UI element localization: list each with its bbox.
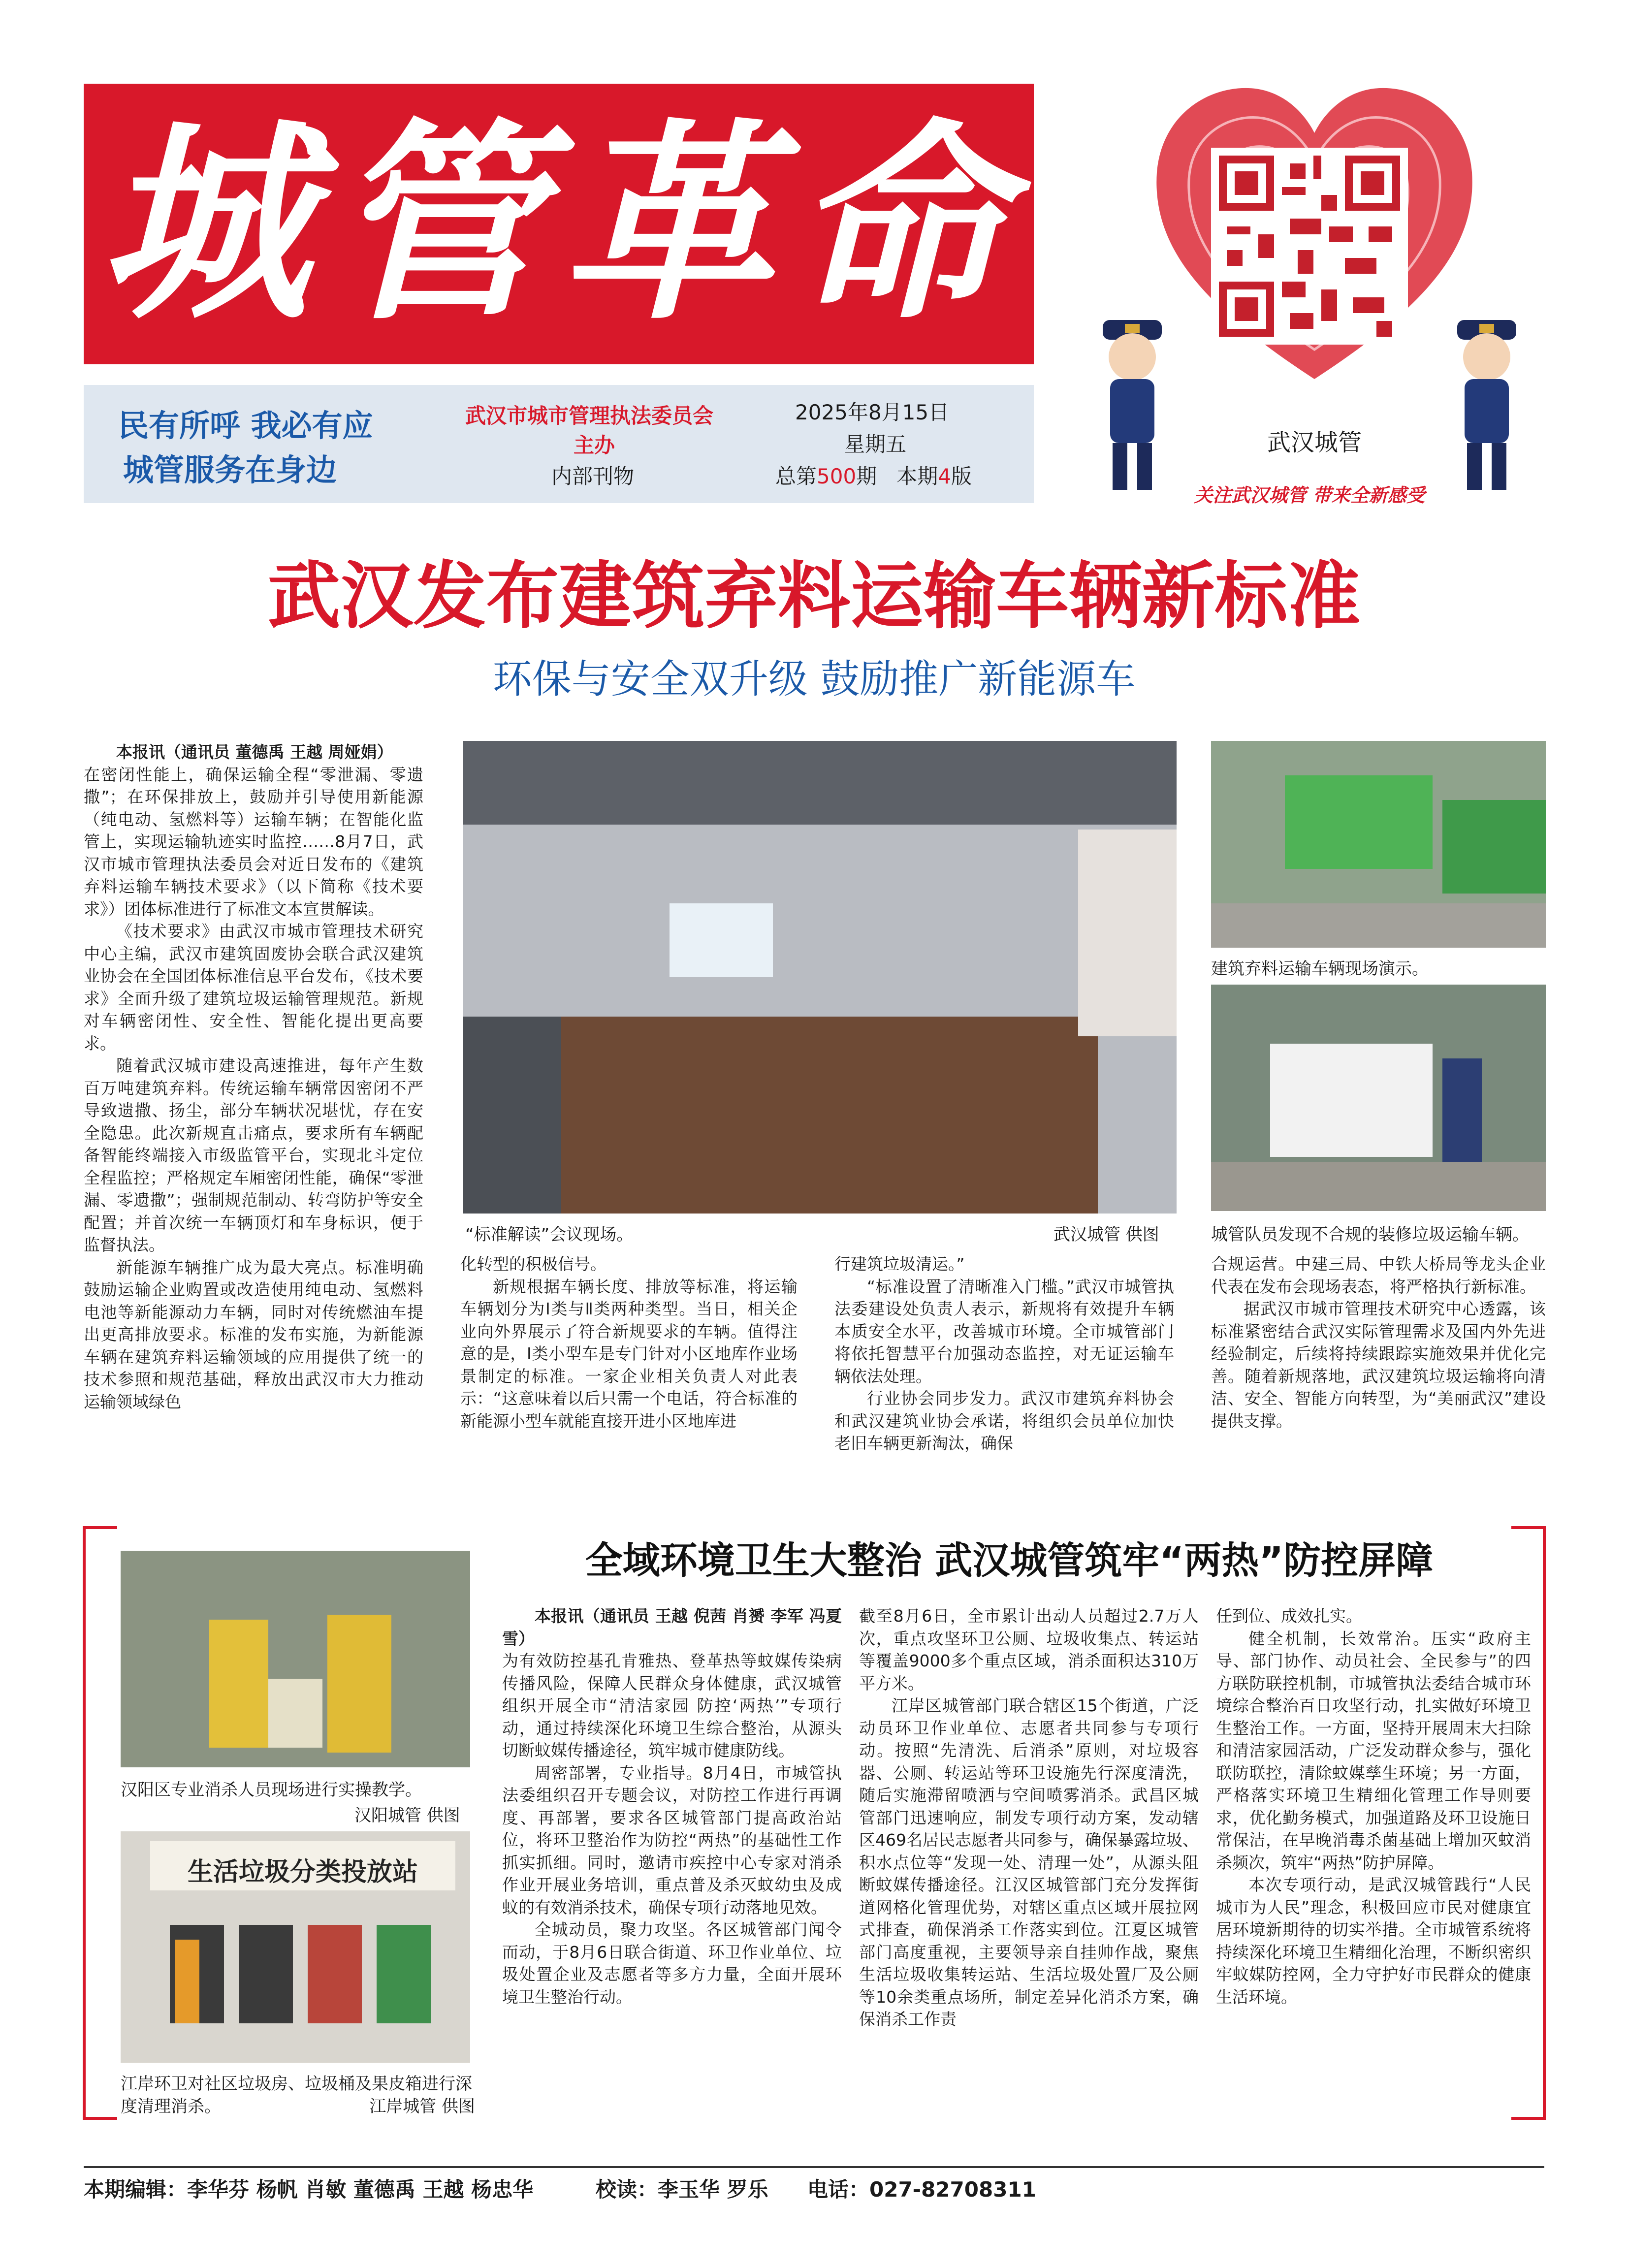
footer-proofread: 校读：李玉华 罗乐 (596, 2177, 768, 2202)
paragraph: 全城动员，聚力攻坚。各区城管部门闻令而动，于8月6日联合街道、环卫作业单位、垃圾处置企业及志愿者等多方力量，全面开展环境卫生整治行动。 (502, 1920, 842, 2007)
issue-info: 总第500期 本期4版 (775, 464, 972, 488)
waste-station-caption: 江岸环卫对社区垃圾房、垃圾桶及果皮箱进行深度清理消杀。 江岸城管 供图 (121, 2073, 475, 2118)
issue-weekday: 星期五 (844, 432, 907, 456)
officer-mascot-icon (1437, 315, 1536, 497)
footer-rule (84, 2166, 1544, 2168)
meeting-photo (463, 741, 1177, 1214)
slogan-line-1: 民有所呼 我必有应 (118, 408, 373, 444)
waste-station-credit: 江岸城管 供图 (369, 2097, 475, 2116)
paragraph: 周密部署，专业指导。8月4日，市城管执法委组织召开专题会议，对防控工作进行再调度、再部署，要求各区城管部门提高政治站位，将环卫整治作为防控“两热”的基础性工作抓实抓细。同时，邀请市疾控中心专家对消杀作业开展业务培训，重点普及杀灭蚊幼虫及成蚊的有效消杀技术，确保专项行动落地见效。 (502, 1763, 842, 1917)
truck-demo-caption: 建筑弃料运输车辆现场演示。 (1211, 959, 1429, 979)
second-column-1 (502, 1605, 842, 2008)
inspection-caption: 城管队员发现不合规的装修垃圾运输车辆。 (1211, 1225, 1529, 1245)
second-byline: 本报讯（通讯员 王越 倪茜 肖赟 李军 冯夏雪） (502, 1606, 842, 1648)
waste-station-sign: 生活垃圾分类投放站 (187, 1857, 418, 1887)
paragraph: 随着武汉城市建设高速推进，每年产生数百万吨建筑弃料。传统运输车辆常因密闭不严导致遗撒、扬尘，部分车辆状况堪忧，存在安全隐患。此次新规直击痛点，要求所有车辆配备智能终端接入市级监管平台，实现北斗定位全程监控；严格规定车厢密闭性能，确保“零泄漏、零遗撒”；强制规范制动、转弯防护等安全配置；并首次统一车辆顶灯和车身标识，便于监督执法。 (84, 1056, 423, 1254)
truck-demo-photo (1211, 741, 1546, 948)
lead-column-4 (1211, 1253, 1546, 1432)
second-column-3 (1216, 1605, 1531, 2008)
paragraph: 江岸区城管部门联合辖区15个街道，广泛动员环卫作业单位、志愿者共同参与专项行动。按照“先清洗、后消杀”原则，对垃圾容器、公厕、转运站等环卫设施先行深度清洗，随后实施滞留喷洒与空间喷雾消杀。武昌区城管部门迅速响应，制发专项行动方案，发动辖区469名居民志愿者共同参与，确保暴露垃圾、积水点位等“发现一处、清理一处”，从源头阻断蚊媒传播途径。江汉区城管部门充分发挥街道网格化管理优势，对辖区重点区域开展拉网式排查，确保消杀工作落实到位。江夏区城管部门高度重视，主要领导亲自挂帅作战，聚焦生活垃圾收集转运站、生活垃圾处置厂及公厕等10余类重点场所，制定差异化消杀方案，确保消杀工作责 (859, 1696, 1199, 2029)
masthead-title: 城管革命 (98, 99, 1024, 348)
paragraph: 化转型的积极信号。 (460, 1254, 607, 1274)
disinfection-training-photo (121, 1551, 470, 1767)
lead-byline: 本报讯（通讯员 董德禹 王越 周娅娟） (116, 742, 393, 762)
footer-phone: 电话：027-82708311 (807, 2177, 1036, 2202)
frame-corner (1511, 2117, 1546, 2120)
paragraph: 为有效防控基孔肯雅热、登革热等蚊媒传染病传播风险，保障人民群众身体健康，武汉城管组织开展全市“清洁家园 防控‘两热’”专项行动，通过持续深化环境卫生综合整治，从源头切断蚊媒传播途径，筑牢城市健康防线。 (502, 1651, 842, 1760)
paragraph: 新规根据车辆长度、排放等标准，将运输车辆划分为Ⅰ类与Ⅱ类两种类型。当日，相关企业向外界展示了符合新规要求的车辆。值得注意的是，Ⅰ类小型车是专门针对小区地库作业场景制定的标准。一家企业相关负责人对此表示：“这意味着以后只需一个电话，符合标准的新能源小型车就能直接开进小区地库进 (460, 1277, 798, 1431)
paragraph: 行业协会同步发力。武汉市建筑弃料协会和武汉建筑业协会承诺，将组织会员单位加快老旧车辆更新淘汰，确保 (834, 1389, 1174, 1453)
paragraph: 健全机制，长效常治。压实“政府主导、部门协作、动员社会、全民参与”的四方联防联控机制，市城管执法委结合城市环境综合整治百日攻坚行动，扎实做好环境卫生整治工作。一方面，坚持开展周末大扫除和清洁家园活动，广泛发动群众参与，强化联防联控，清除蚊媒孳生环境；另一方面，严格落实环境卫生精细化管理工作导则要求，优化勤务模式，加强道路及环卫设施日常保洁，在早晚消毒杀菌基础上增加灭蚊消杀频次，筑牢“两热”防护屏障。 (1216, 1629, 1531, 1872)
publication-type: 内部刊物 (551, 464, 635, 488)
meeting-photo-caption: “标准解读”会议现场。 (465, 1225, 634, 1245)
paragraph: 截至8月6日，全市累计出动人员超过2.7万人次，重点攻坚环卫公厕、垃圾收集点、转运站等覆盖9000多个重点区域，消杀面积达310万平方米。 (859, 1606, 1199, 1693)
lead-column-1 (84, 741, 423, 1413)
waste-station-photo (121, 1831, 470, 2063)
frame-corner (1511, 1526, 1546, 1529)
qr-caption: 武汉城管 (1267, 429, 1362, 456)
lead-column-3 (834, 1253, 1174, 1455)
frame-right-edge (1543, 1526, 1546, 2120)
footer-editors: 本期编辑：李华芬 杨帆 肖敏 董德禹 王越 杨忠华 (84, 2177, 534, 2202)
paragraph: 行建筑垃圾清运。” (834, 1254, 965, 1274)
disinfection-training-caption: 汉阳区专业消杀人员现场进行实操教学。 (121, 1780, 422, 1800)
inspection-photo (1211, 985, 1546, 1211)
officer-mascot-icon (1083, 315, 1181, 497)
frame-left-edge (83, 1526, 86, 2120)
paragraph: “标准设置了清晰准入门槛。”武汉市城管执法委建设处负责人表示，新规将有效提升车辆本质安全水平，改善城市环境。全市城管部门将依托智慧平台加强动态监控，对无证运输车辆依法处理。 (834, 1277, 1174, 1386)
publisher: 武汉市城市管理执法委员会 (465, 404, 714, 428)
second-column-2 (859, 1605, 1199, 2031)
paragraph: 据武汉市城市管理技术研究中心透露，该标准紧密结合武汉实际管理需求及国内外先进经验制定，后续将持续跟踪实施效果并优化完善。随着新规落地，武汉建筑垃圾运输将向清洁、安全、智能方向转型，为“美丽武汉”建设提供支撑。 (1211, 1299, 1546, 1431)
paragraph: 在密闭性能上，确保运输全程“零泄漏、零遗撒”；在环保排放上，鼓励并引导使用新能源（纯电动、氢燃料等）运输车辆；在智能化监管上，实现运输轨迹实时监控……8月7日，武汉市城市管理执法委员会对近日发布的《建筑弃料运输车辆技术要求》（以下简称《技术要求》）团体标准进行了标准文本宣贯解读。 (84, 765, 423, 919)
paragraph: 新能源车辆推广成为最大亮点。标准明确鼓励运输企业购置或改造使用纯电动、氢燃料电池等新能源动力车辆，同时对传统燃油车提出更高排放要求。标准的发布实施，为新能源车辆在建筑弃料运输领域的应用提供了统一的技术参照和规范基础，释放出武汉市大力推动运输领域绿色 (84, 1257, 423, 1411)
meeting-photo-credit: 武汉城管 供图 (1053, 1225, 1159, 1245)
issue-date: 2025年8月15日 (795, 400, 950, 424)
paragraph: 合规运营。中建三局、中铁大桥局等龙头企业代表在发布会现场表态，将严格执行新标准。 (1211, 1254, 1546, 1296)
paragraph: 任到位、成效扎实。 (1216, 1606, 1362, 1626)
slogan-line-2: 城管服务在身边 (123, 452, 337, 488)
frame-corner (83, 1526, 117, 1529)
paragraph: 《技术要求》由武汉市城市管理技术研究中心主编，武汉市建筑固废协会联合武汉建筑业协会在全国团体标准信息平台发布，《技术要求》全面升级了建筑垃圾运输管理规范。新规对车辆密闭性、安全性、智能化提出更高要求。 (84, 922, 423, 1053)
lead-subheadline: 环保与安全双升级 鼓励推广新能源车 (492, 656, 1136, 702)
second-headline: 全域环境卫生大整治 武汉城管筑牢“两热”防控屏障 (585, 1538, 1434, 1582)
publisher-role: 主办 (574, 433, 615, 457)
paragraph: 本次专项行动，是武汉城管践行“人民城市为人民”理念，积极回应市民对健康宜居环境新期待的切实举措。全市城管系统将持续深化环境卫生精细化治理，不断织密织牢蚊媒防控网，全力守护好市民群众的健康生活环境。 (1216, 1875, 1531, 2007)
qr-tagline: 关注武汉城管 带来全新感受 (1194, 484, 1425, 506)
qr-code-icon[interactable] (1211, 148, 1408, 345)
disinfection-training-credit: 汉阳城管 供图 (354, 1806, 460, 1825)
frame-corner (83, 2117, 117, 2120)
lead-headline: 武汉发布建筑弃料运输车辆新标准 (267, 553, 1361, 639)
lead-column-2 (460, 1253, 798, 1432)
